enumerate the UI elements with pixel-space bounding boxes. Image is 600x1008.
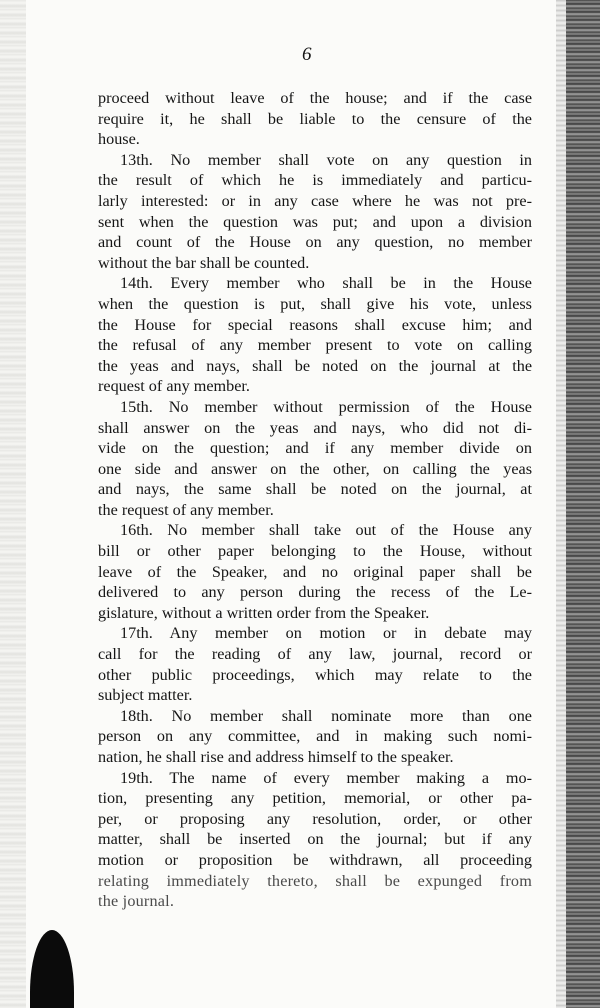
- text-line: leave of the Speaker, and no original paper shall be: [98, 562, 532, 581]
- text-line: request of any member.: [98, 377, 250, 396]
- text-line: 16th. No member shall take out of the House any: [120, 521, 532, 540]
- text-line: the journal.: [98, 892, 175, 911]
- page-number: 6: [302, 44, 312, 65]
- text-line: other public proceedings, which may relate to the: [98, 665, 532, 684]
- text-line: 14th. Every member who shall be in the House: [120, 274, 532, 293]
- text-line: sent when the question was put; and upon a division: [98, 212, 532, 231]
- text-line: relating immediately thereto, shall be expunged from: [98, 871, 532, 890]
- text-line: and count of the House on any question, no member: [98, 233, 532, 252]
- text-line: 13th. No member shall vote on any question in: [120, 150, 532, 169]
- text-line: and nays, the same shall be noted on the journal, at: [98, 480, 532, 499]
- text-line: 17th. Any member on motion or in debate may: [120, 624, 532, 643]
- text-line: without the bar shall be counted.: [98, 253, 310, 272]
- text-line: 15th. No member without permission of the House: [120, 397, 532, 416]
- text-line: the refusal of any member present to vote on calling: [98, 336, 532, 355]
- text-line: nation, he shall rise and address himself to the speaker.: [98, 748, 454, 766]
- text-line: when the question is put, shall give his vote, unless: [98, 294, 532, 313]
- text-line: the result of which he is immediately and particu-: [98, 171, 532, 190]
- text-line: require it, he shall be liable to the censure of the: [98, 109, 532, 128]
- text-line: tion, presenting any petition, memorial, or other pa-: [98, 789, 532, 808]
- text-line: the House for special reasons shall excuse him; and: [98, 315, 532, 334]
- text-line: one side and answer on the other, on calling the yeas: [98, 459, 532, 478]
- text-line: matter, shall be inserted on the journal; but if any: [98, 830, 532, 849]
- scan-right-shadow: [556, 0, 566, 1008]
- scan-right-edge: [566, 0, 600, 1008]
- rules-text: [98, 88, 532, 912]
- text-line: proceed without leave of the house; and if the case: [98, 89, 532, 107]
- text-line: bill or other paper belonging to the House, without: [98, 542, 532, 561]
- text-line: motion or proposition be withdrawn, all proceeding: [98, 850, 532, 869]
- text-line: house.: [98, 130, 140, 149]
- text-line: shall answer on the yeas and nays, who did not di-: [98, 418, 532, 437]
- text-line: person on any committee, and in making such nomi-: [98, 727, 532, 746]
- scan-left-edge: [0, 0, 26, 1008]
- text-line: 18th. No member shall nominate more than one: [120, 706, 532, 725]
- text-line: gislature, without a written order from the Speaker.: [98, 603, 430, 622]
- ink-blot: [30, 930, 74, 1008]
- text-line: delivered to any person during the recess of the Le-: [98, 583, 532, 602]
- text-line: subject matter.: [98, 686, 193, 705]
- text-line: the yeas and nays, shall be noted on the journal at the: [98, 356, 532, 375]
- text-line: vide on the question; and if any member divide on: [98, 439, 532, 458]
- text-line: the request of any member.: [98, 500, 274, 519]
- text-line: call for the reading of any law, journal, record or: [98, 645, 532, 664]
- text-line: per, or proposing any resolution, order, or other: [98, 809, 532, 828]
- text-line: larly interested: or in any case where he was not pre-: [98, 191, 532, 210]
- text-line: 19th. The name of every member making a mo-: [120, 768, 532, 787]
